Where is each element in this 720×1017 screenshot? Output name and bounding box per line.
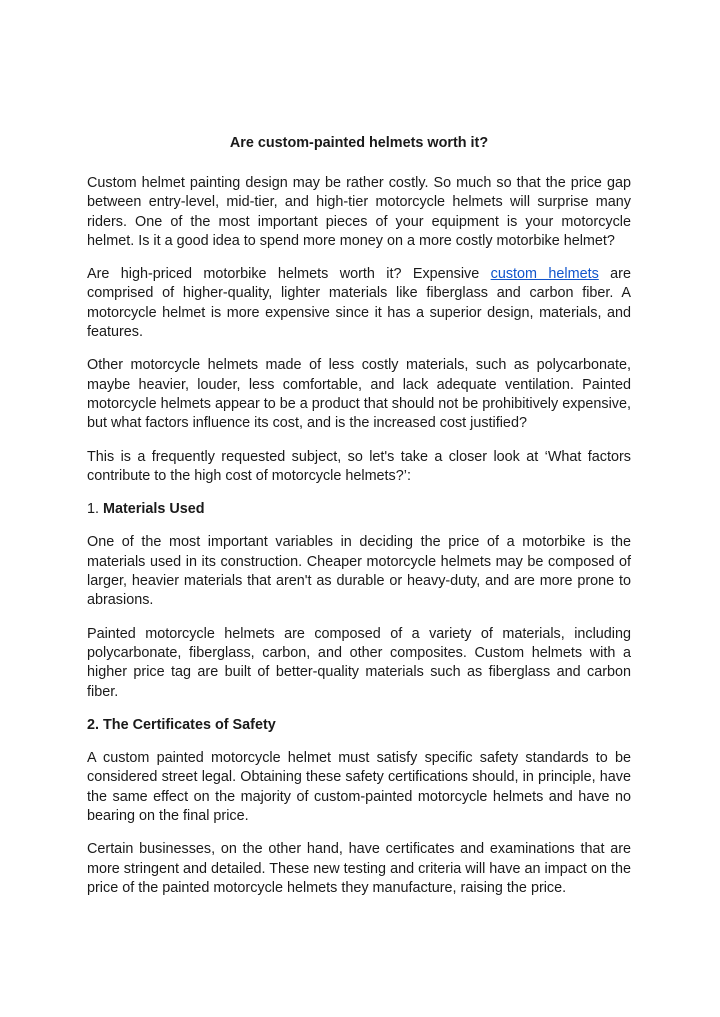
paragraph-intro: Custom helmet painting design may be rather costly. So much so that the price gap between entry-level, mid-tier, and high-tier motorcycle helmets will surprise many riders. One of the most important pieces of your equipment is your motorcycle helmet. Is it a good idea to spend more money on a more costly motorbike helmet? — [87, 175, 631, 249]
paragraph-text: Are high-priced motorbike helmets worth it? Expensive — [87, 266, 491, 283]
paragraph-safety-standards: A custom painted motorcycle helmet must satisfy specific safety standards to be considered street legal. Obtaining these safety certifications should, in principle, have the same effect on the majority of custom-painted motorcycle helmets and have no bearing on the final price. — [87, 750, 631, 825]
paragraph-materials: One of the most important variables in deciding the price of a motorbike is the materials used in its construction. Cheaper motorcycle helmets may be composed of larger, heavier materials that aren't as durable or heavy-duty, and are more prone to abrasions. — [87, 534, 631, 609]
paragraph-composites: Painted motorcycle helmets are composed of a variety of materials, including polycarbonate, fiberglass, carbon, and other composites. Custom helmets with a higher price tag are built of better-quality materials such as fiberglass and carbon fiber. — [87, 625, 631, 700]
section-heading-materials — [87, 500, 631, 519]
paragraph-stringent-tests: Certain businesses, on the other hand, have certificates and examinations that are more stringent and detailed. These new testing and criteria will have an impact on the price of the painted motorcycle helmets they manufacture, raising the price. — [87, 841, 631, 896]
section-number: 2. — [87, 716, 100, 733]
section-number: 1. — [87, 501, 100, 518]
section-title: The Certificates of Safety — [103, 716, 276, 733]
paragraph-expensive-helmets — [87, 265, 631, 342]
paragraph-text: are comprised of higher-quality, lighter materials like fiberglass and carbon fiber. A motorcycle helmet is more expensive since it has a superior design, materials, and features. — [87, 266, 631, 341]
paragraph-other-helmets: Other motorcycle helmets made of less costly materials, such as polycarbonate, maybe heavier, louder, less comfortable, and lack adequate ventilation. Painted motorcycle helmets appear to be a product that should not be prohibitively expensive, but what factors influence its cost, and is the increased cost justified? — [87, 357, 631, 432]
section-title: Materials Used — [103, 501, 205, 518]
document-page — [87, 134, 631, 912]
page-title: Are custom-painted helmets worth it? — [229, 135, 489, 151]
custom-helmets-link[interactable]: custom helmets — [490, 266, 599, 283]
section-heading-certificates — [87, 716, 631, 735]
paragraph-question: This is a frequently requested subject, so let's take a closer look at ‘What factors contribute to the high cost of motorcycle helmets?’: — [87, 448, 631, 484]
